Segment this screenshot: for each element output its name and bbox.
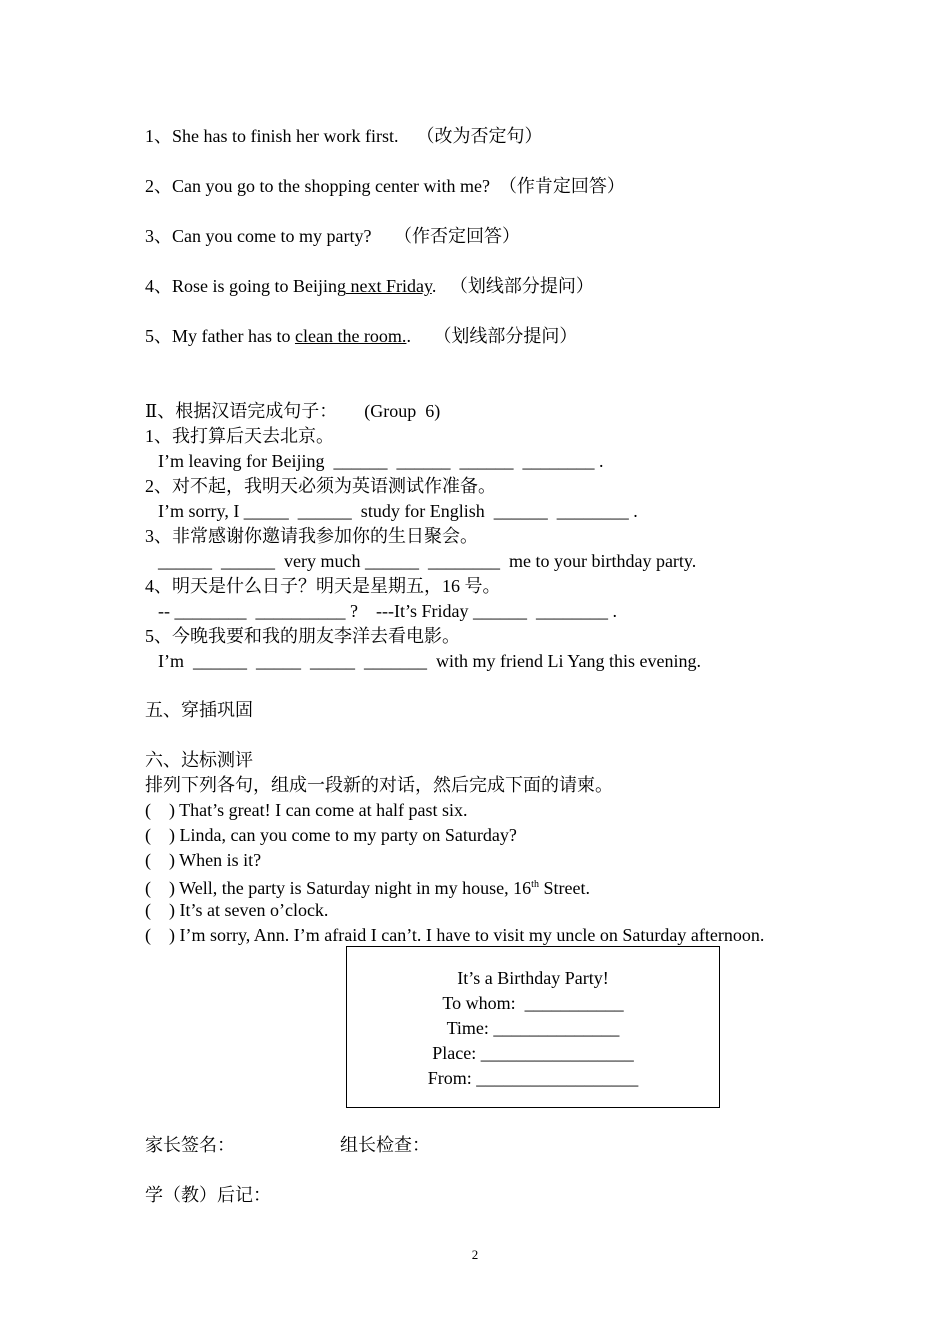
- section-heading-5: 五、穿插巩固: [145, 700, 253, 720]
- item-text: Can you come to my party?: [172, 226, 372, 246]
- underlined-text: next Friday: [346, 276, 432, 296]
- item-note: （划线部分提问）: [433, 326, 578, 346]
- chinese-prompt-4: 4、明天是什么日子？明天是星期五，16 号。: [145, 576, 501, 596]
- instruction-text: 排列下列各句，组成一段新的对话，然后完成下面的请柬。: [145, 775, 613, 795]
- invitation-title: It’s a Birthday Party!: [457, 968, 609, 988]
- sentence-text: ( ) Well, the party is Saturday night in my house, 16: [145, 878, 532, 898]
- item-note: （改为否定句）: [416, 126, 543, 146]
- invitation-from: From: __________________: [427, 1068, 639, 1088]
- item-number: 1、: [145, 126, 172, 146]
- item-number: 4、: [145, 276, 172, 296]
- dialogue-sentence: ( ) When is it?: [145, 850, 262, 870]
- item-text-end: .: [431, 276, 437, 296]
- parent-signature-label: 家长签名：: [145, 1135, 235, 1155]
- exercise-item-3: [145, 225, 520, 247]
- item-number: 3、: [145, 226, 172, 246]
- dialogue-sentence: ( ) I’m sorry, Ann. I’m afraid I can’t. I have to visit my uncle on Saturday afternoon.: [145, 925, 765, 945]
- item-number: 2、: [145, 176, 172, 196]
- page-number: 2: [471, 1247, 479, 1262]
- english-sentence-4: -- ________ __________ ? ---It’s Friday ______ ________ .: [158, 601, 617, 621]
- exercise-item-1: [145, 125, 542, 147]
- underlined-text: clean the room.: [294, 326, 407, 346]
- notes-label: 学（教）后记：: [145, 1185, 271, 1205]
- leader-check-label: 组长检查：: [340, 1135, 430, 1155]
- sentence-text-end: Street.: [538, 878, 590, 898]
- english-sentence-1: I’m leaving for Beijing ______ ______ ______ ________ .: [158, 451, 604, 471]
- exercise-item-5: [145, 325, 577, 347]
- item-number: 5、: [145, 326, 172, 346]
- dialogue-sentence: ( ) That’s great! I can come at half past six.: [145, 800, 468, 820]
- exercise-item-2: [145, 175, 625, 197]
- dialogue-sentence: ( ) Linda, can you come to my party on Saturday?: [145, 825, 517, 845]
- section-heading-6: 六、达标测评: [145, 750, 253, 770]
- english-sentence-5: I’m ______ _____ _____ _______ with my friend Li Yang this evening.: [158, 651, 701, 671]
- chinese-prompt-3: 3、非常感谢你邀请我参加你的生日聚会。: [145, 526, 478, 546]
- invitation-time: Time: ______________: [446, 1018, 620, 1038]
- dialogue-sentence: [145, 874, 590, 899]
- invitation-place: Place: _________________: [432, 1043, 634, 1063]
- chinese-prompt-1: 1、我打算后天去北京。: [145, 426, 334, 446]
- item-text: She has to finish her work first.: [172, 126, 399, 146]
- chinese-prompt-5: 5、今晚我要和我的朋友李洋去看电影。: [145, 626, 460, 646]
- english-sentence-3: ______ ______ very much ______ ________ me to your birthday party.: [158, 551, 697, 571]
- section-title: Ⅱ、根据汉语完成句子：: [145, 401, 338, 421]
- item-text: Can you go to the shopping center with me?: [172, 176, 490, 196]
- ordinal-suffix: th: [531, 879, 539, 890]
- dialogue-sentence: ( ) It’s at seven o’clock.: [145, 900, 329, 920]
- group-label: (Group 6): [364, 401, 441, 421]
- item-note: （作否定回答）: [393, 226, 520, 246]
- invitation-to-whom: To whom: ___________: [442, 993, 624, 1013]
- exercise-item-4: [145, 275, 594, 297]
- section-heading-2: [145, 400, 440, 422]
- item-text: My father has to: [172, 326, 295, 346]
- item-text-end: .: [406, 326, 411, 346]
- item-note: （作肯定回答）: [498, 176, 625, 196]
- item-text: Rose is going to Beijing: [172, 276, 347, 296]
- chinese-prompt-2: 2、对不起，我明天必须为英语测试作准备。: [145, 476, 496, 496]
- english-sentence-2: I’m sorry, I _____ ______ study for English ______ ________ .: [158, 501, 638, 521]
- item-note: （划线部分提问）: [449, 276, 594, 296]
- invitation-card: [346, 946, 720, 1108]
